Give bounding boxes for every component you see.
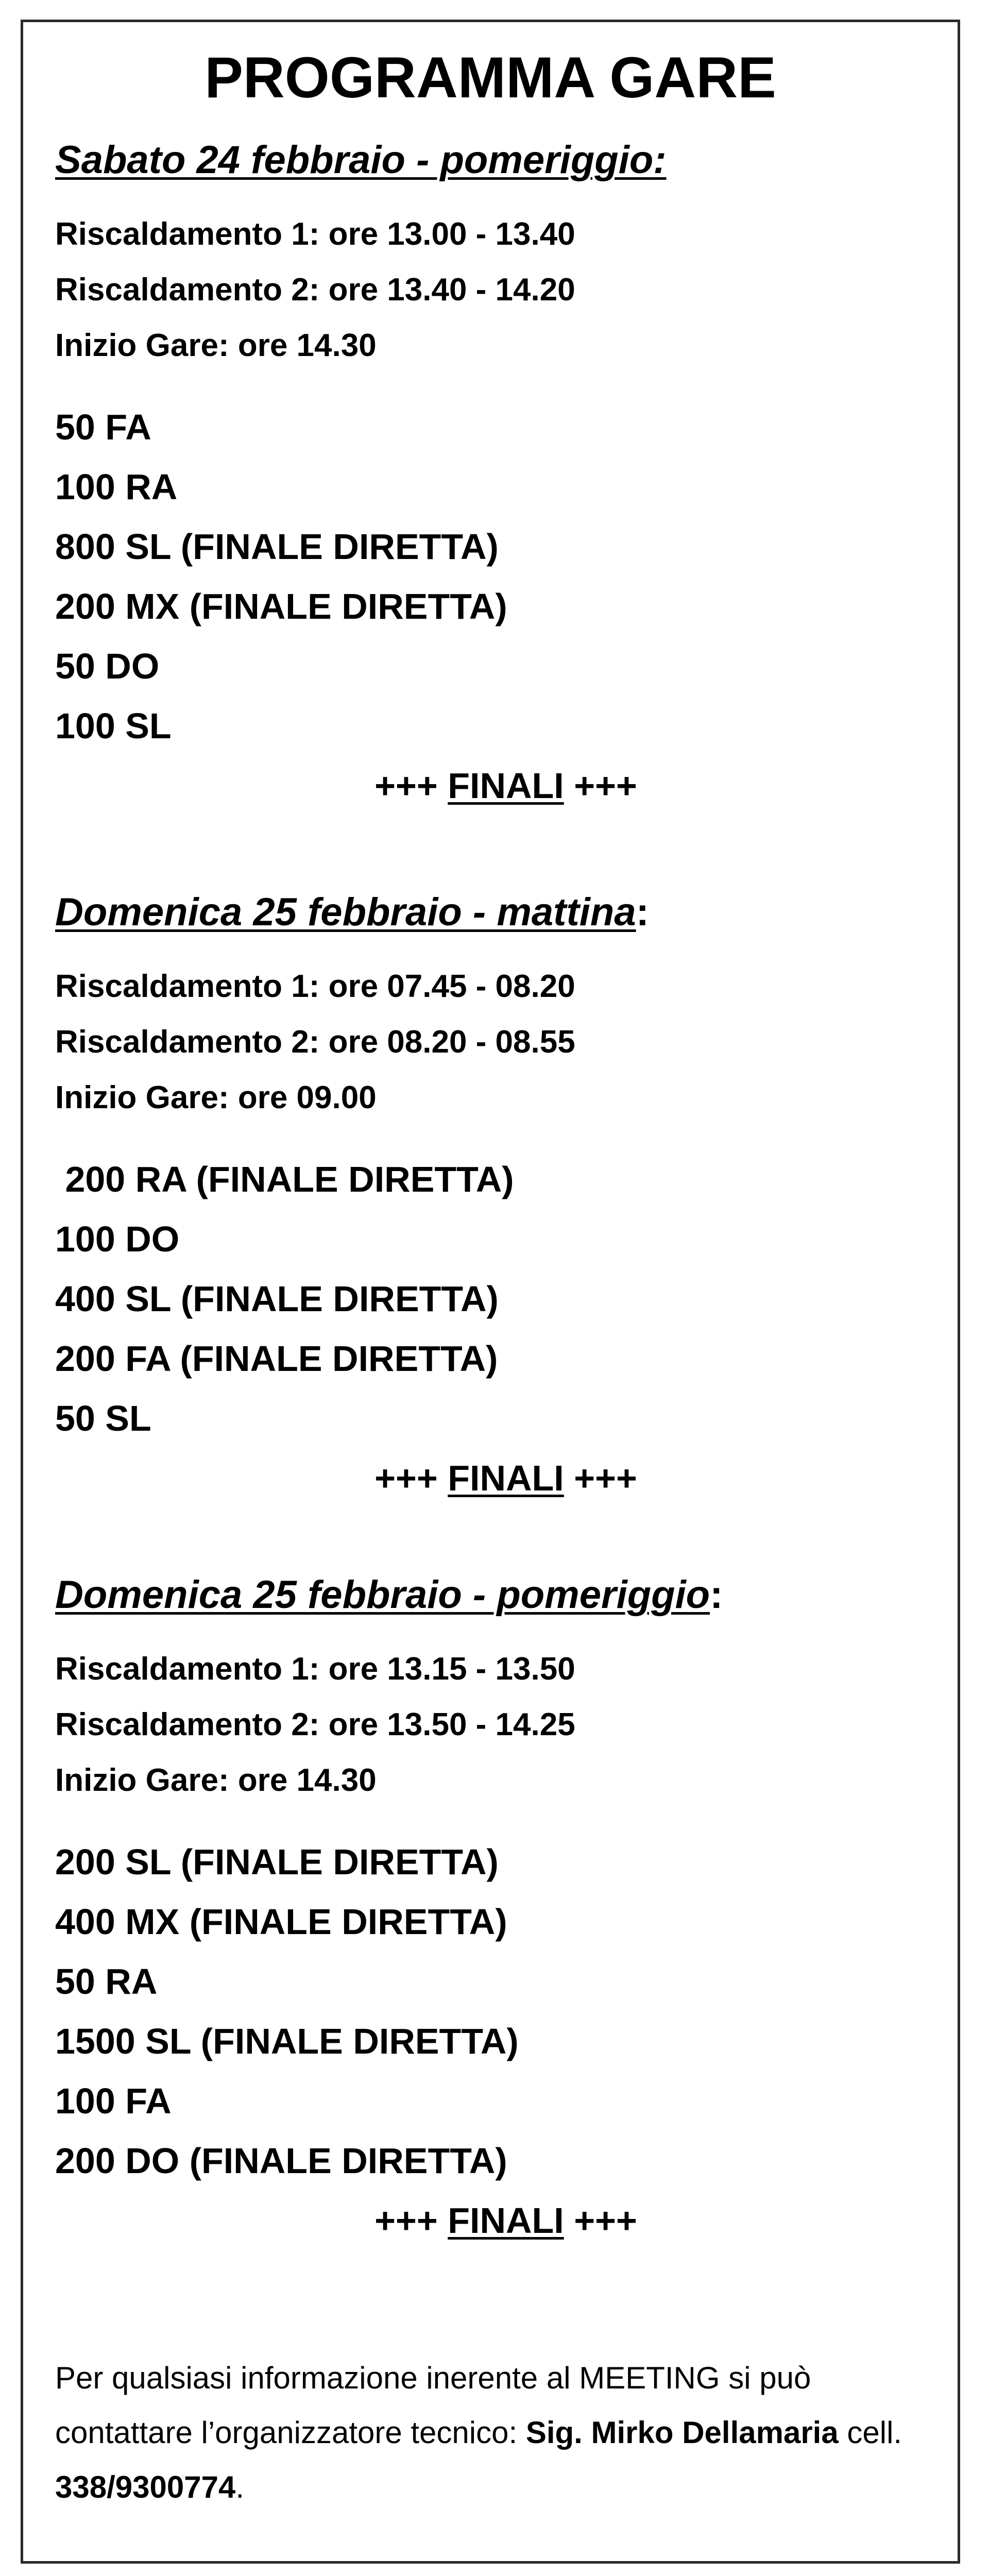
warmup-line: Riscaldamento 1: ore 07.45 - 08.20 <box>55 969 575 1004</box>
finals-suffix: +++ <box>564 766 637 806</box>
session-heading <box>55 138 926 182</box>
event-item: 50 RA <box>55 1961 158 2002</box>
session-saturday-afternoon <box>55 138 926 816</box>
event-item: 1500 SL (FINALE DIRETTA) <box>55 2021 519 2061</box>
finals-prefix: +++ <box>374 1458 448 1498</box>
warmup-line: Riscaldamento 1: ore 13.15 - 13.50 <box>55 1651 575 1687</box>
contact-text-end: . <box>235 2470 245 2504</box>
finals-prefix: +++ <box>374 766 448 806</box>
event-item: 100 DO <box>55 1219 180 1259</box>
finals-line <box>86 1448 926 1508</box>
contact-text-cell: cell. <box>838 2415 902 2450</box>
session-heading <box>55 890 926 934</box>
contact-name: Sig. Mirko Dellamaria <box>525 2415 839 2450</box>
event-item: 50 DO <box>55 646 160 686</box>
start-time-line: Inizio Gare: ore 14.30 <box>55 1762 377 1798</box>
contact-text: Per qualsiasi informazione inerente al MEETING si può contattare l’organizzatore tecnico: <box>55 2361 811 2450</box>
finals-label: FINALI <box>448 2200 564 2241</box>
event-list <box>55 1832 926 2191</box>
event-item: 200 DO (FINALE DIRETTA) <box>55 2141 507 2181</box>
program-frame <box>21 20 960 2564</box>
contact-info <box>55 2351 926 2515</box>
event-item: 400 SL (FINALE DIRETTA) <box>55 1279 499 1319</box>
warmup-line: Riscaldamento 2: ore 08.20 - 08.55 <box>55 1024 575 1060</box>
start-time-line: Inizio Gare: ore 09.00 <box>55 1080 377 1115</box>
finals-label: FINALI <box>448 1458 564 1498</box>
event-item: 200 RA (FINALE DIRETTA) <box>55 1159 514 1199</box>
event-item: 400 MX (FINALE DIRETTA) <box>55 1902 507 1942</box>
event-item: 800 SL (FINALE DIRETTA) <box>55 527 499 567</box>
event-item: 50 SL <box>55 1398 151 1438</box>
session-heading-text: Domenica 25 febbraio - mattina <box>55 890 636 934</box>
event-item: 100 SL <box>55 706 172 746</box>
event-item: 50 FA <box>55 407 151 447</box>
warmup-schedule <box>55 207 926 374</box>
finals-line <box>86 756 926 816</box>
event-list <box>55 397 926 756</box>
start-time-line: Inizio Gare: ore 14.30 <box>55 328 377 363</box>
event-item: 200 MX (FINALE DIRETTA) <box>55 586 507 626</box>
session-heading-text: Sabato 24 febbraio - pomeriggio <box>55 138 654 182</box>
finals-line <box>86 2191 926 2250</box>
warmup-schedule <box>55 1641 926 1808</box>
session-sunday-afternoon <box>55 1575 926 2250</box>
event-item: 200 FA (FINALE DIRETTA) <box>55 1338 498 1379</box>
session-heading-colon: : <box>636 890 649 934</box>
event-item: 100 FA <box>55 2081 172 2121</box>
session-heading-colon: : <box>710 1573 723 1617</box>
session-heading-colon: : <box>653 138 667 182</box>
session-heading <box>55 1575 926 1615</box>
event-list <box>55 1149 926 1448</box>
warmup-schedule <box>55 959 926 1126</box>
finals-label: FINALI <box>448 766 564 806</box>
session-sunday-morning <box>55 890 926 1508</box>
warmup-line: Riscaldamento 1: ore 13.00 - 13.40 <box>55 216 575 252</box>
warmup-line: Riscaldamento 2: ore 13.50 - 14.25 <box>55 1707 575 1742</box>
event-item: 100 RA <box>55 467 178 507</box>
event-item: 200 SL (FINALE DIRETTA) <box>55 1842 499 1882</box>
page-title: PROGRAMMA GARE <box>204 45 776 110</box>
contact-phone: 338/9300774 <box>55 2470 236 2504</box>
session-heading-text: Domenica 25 febbraio - pomeriggio <box>55 1573 710 1617</box>
finals-prefix: +++ <box>374 2200 448 2241</box>
finals-suffix: +++ <box>564 2200 637 2241</box>
warmup-line: Riscaldamento 2: ore 13.40 - 14.20 <box>55 272 575 308</box>
finals-suffix: +++ <box>564 1458 637 1498</box>
